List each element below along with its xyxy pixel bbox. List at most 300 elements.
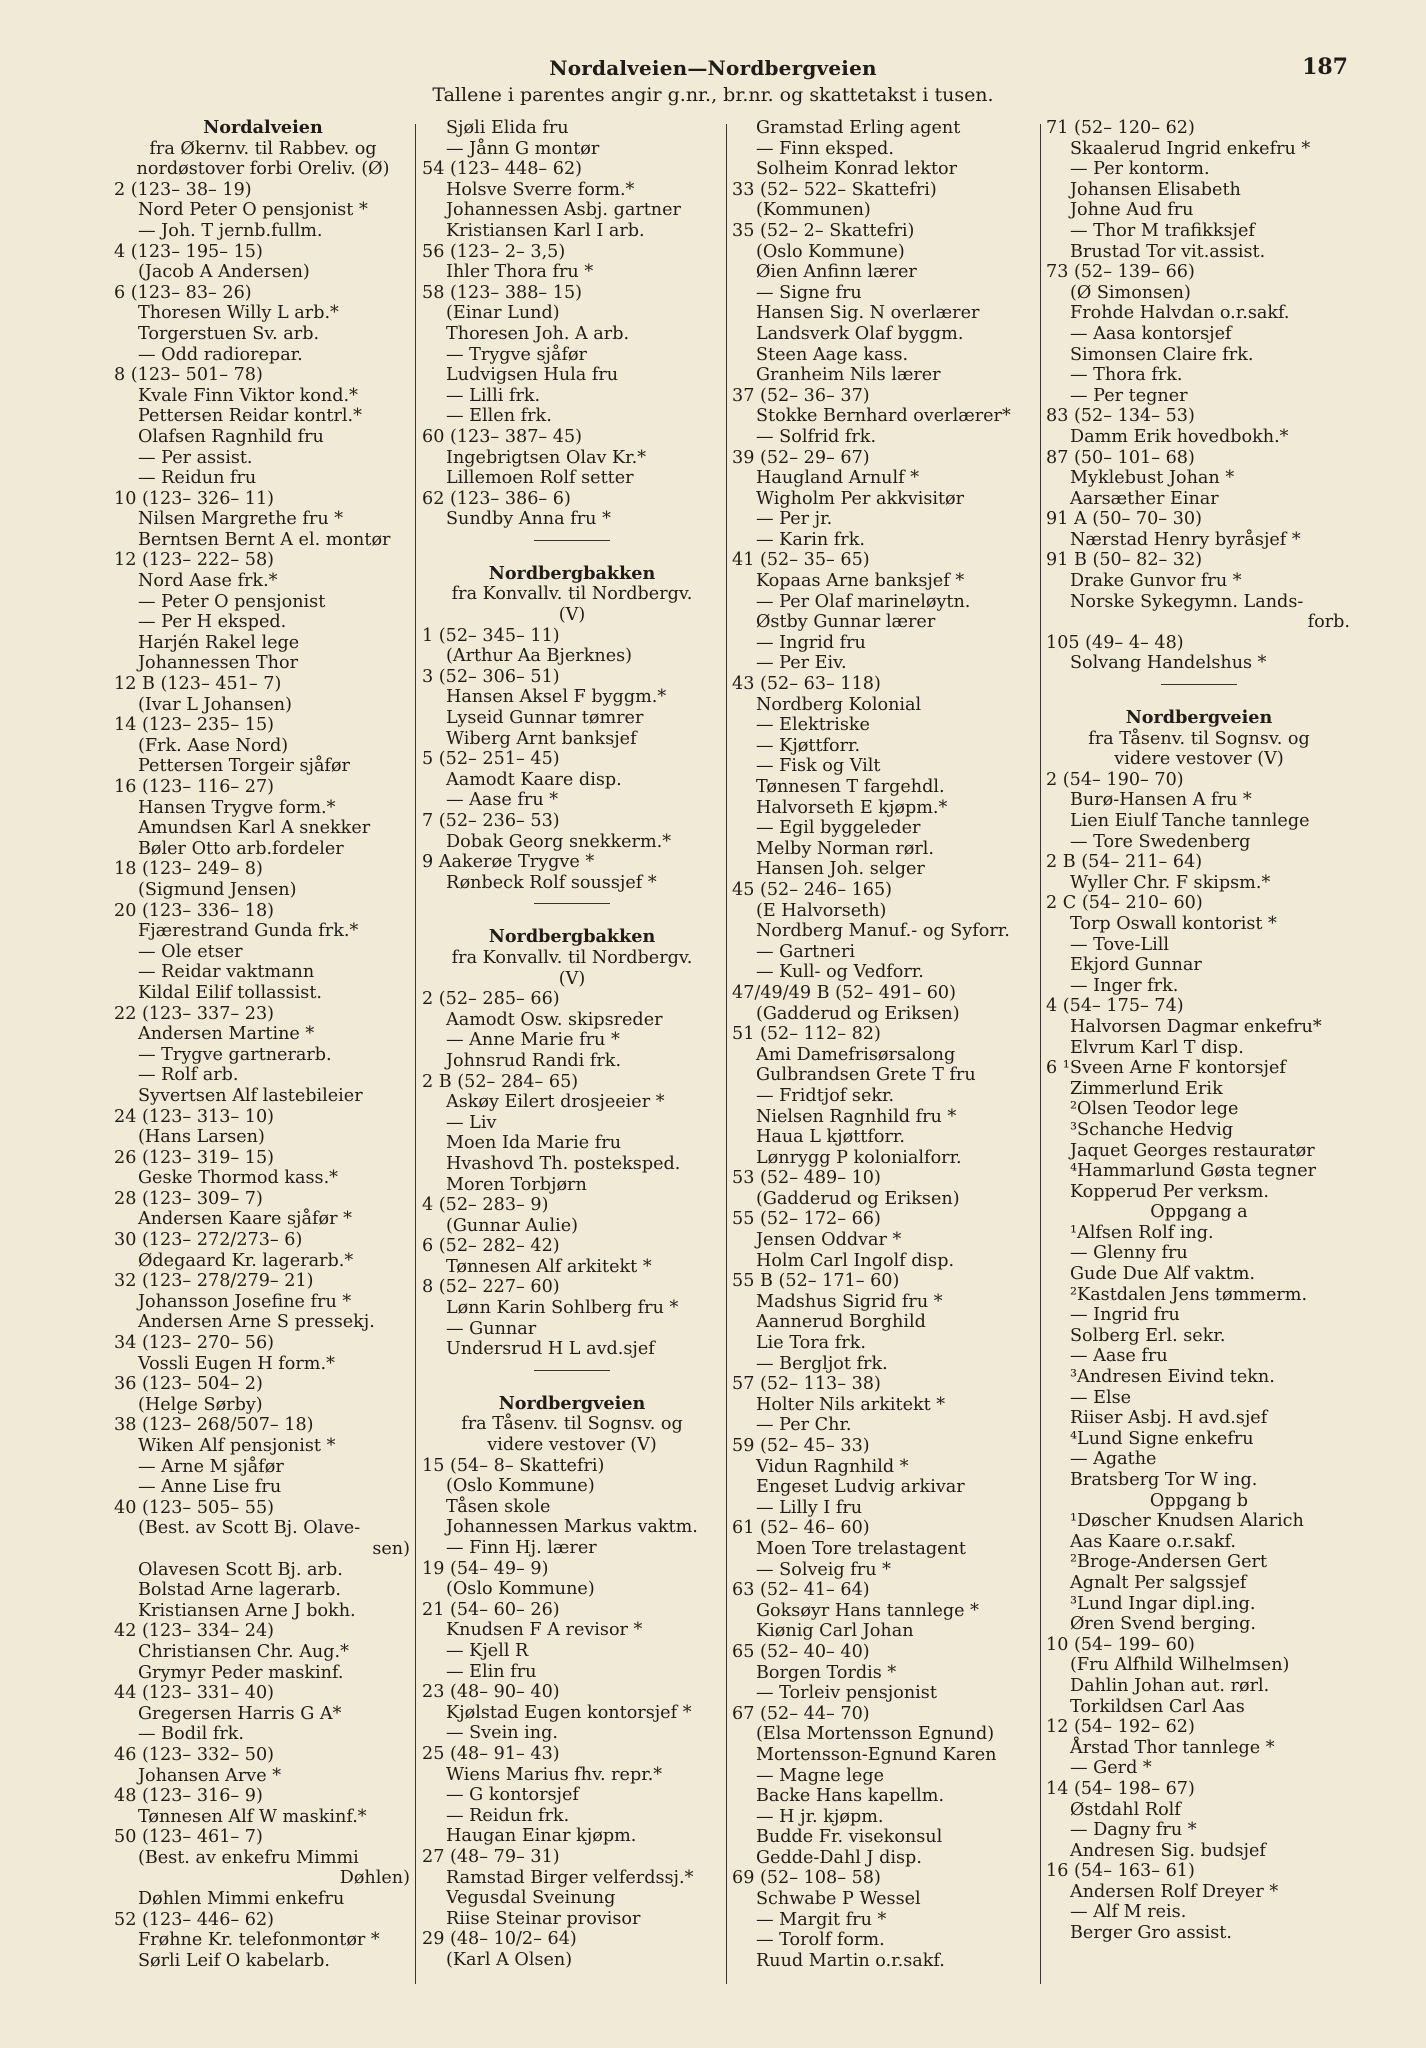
property-entry: 46 (123– 332– 50) bbox=[114, 1744, 275, 1765]
resident-entry: Østby Gunnar lærer bbox=[756, 612, 936, 633]
property-entry: 55 B (52– 171– 60) bbox=[732, 1271, 900, 1292]
resident-entry: — Kjøttforr. bbox=[756, 735, 861, 756]
resident-entry: — Per H eksped. bbox=[138, 612, 287, 633]
resident-entry: — Bodil frk. bbox=[138, 1724, 244, 1745]
property-entry: 67 (52– 44– 70) bbox=[732, 1703, 870, 1724]
property-entry: 8 (123– 501– 78) bbox=[114, 365, 263, 386]
resident-entry: Bratsberg Tor W ing. bbox=[1070, 1470, 1258, 1490]
street-heading: Nordalveien bbox=[203, 118, 323, 138]
property-entry: 33 (52– 522– Skattefri) bbox=[732, 179, 937, 200]
resident-entry: Jaquet Georges restauratør bbox=[1070, 1140, 1315, 1161]
property-entry: 28 (123– 309– 7) bbox=[114, 1188, 263, 1209]
resident-entry: Johansen Elisabeth bbox=[1070, 179, 1241, 200]
resident-entry: — Signe fru bbox=[756, 282, 862, 303]
resident-entry: — H jr. kjøpm. bbox=[756, 1806, 884, 1827]
property-entry: 37 (52– 36– 37) bbox=[732, 385, 870, 406]
resident-entry: Lønn Karin Sohlberg fru * bbox=[446, 1298, 679, 1319]
resident-entry: Wiens Marius fhv. repr.* bbox=[446, 1764, 663, 1785]
resident-entry: ⁴Lund Signe enkefru bbox=[1070, 1428, 1254, 1449]
property-entry: 25 (48– 91– 43) bbox=[422, 1743, 560, 1764]
resident-entry: Kildal Eilif tollassist. bbox=[138, 982, 322, 1003]
resident-entry: ¹Døscher Knudsen Alarich bbox=[1070, 1511, 1304, 1532]
resident-entry: — Joh. T jernb.fullm. bbox=[138, 220, 323, 241]
resident-entry: — Ingrid fru bbox=[1070, 1305, 1180, 1326]
resident-entry: — Torolf form. bbox=[756, 1930, 885, 1951]
property-entry: 12 (54– 192– 62) bbox=[1046, 1717, 1195, 1738]
property-entry: 18 (123– 249– 8) bbox=[114, 859, 263, 880]
column-3 bbox=[732, 118, 1038, 1971]
street-description: (V) bbox=[558, 968, 586, 989]
resident-entry: ³Schanche Hedvig bbox=[1070, 1119, 1234, 1140]
resident-entry: Årstad Thor tannlege * bbox=[1070, 1737, 1275, 1758]
street-description: videre vestover (V) bbox=[487, 1435, 657, 1456]
resident-entry: — Gerd * bbox=[1070, 1758, 1152, 1779]
resident-entry: — Thor M trafikksjef bbox=[1070, 220, 1255, 241]
resident-entry: Torgerstuen Sv. arb. bbox=[138, 323, 320, 344]
property-entry: 24 (123– 313– 10) bbox=[114, 1106, 275, 1127]
property-entry: 53 (52– 489– 10) bbox=[732, 1168, 881, 1189]
resident-entry: (Frk. Aase Nord) bbox=[138, 735, 289, 756]
resident-entry: Drake Gunvor fru * bbox=[1070, 571, 1242, 592]
property-entry: 30 (123– 272/273– 6) bbox=[114, 1230, 303, 1251]
property-entry: 5 (52– 251– 45) bbox=[422, 749, 560, 770]
resident-entry: Backe Hans kapellm. bbox=[756, 1786, 945, 1807]
column-4 bbox=[1046, 118, 1352, 1944]
resident-entry: Undersrud H L avd.sjef bbox=[446, 1339, 655, 1360]
resident-entry: Halvorsen Dagmar enkefru* bbox=[1070, 1016, 1322, 1037]
resident-entry: — Aase fru bbox=[1070, 1346, 1168, 1367]
resident-entry: — Peter O pensjonist bbox=[138, 591, 326, 612]
resident-entry: Frohde Halvdan o.r.sakf. bbox=[1070, 303, 1290, 324]
street-description: fra Konvallv. til Nordbergv. bbox=[451, 584, 693, 605]
property-entry: 50 (123– 461– 7) bbox=[114, 1827, 263, 1848]
resident-entry: — Gartneri bbox=[756, 941, 855, 962]
resident-entry: Goksøyr Hans tannlege * bbox=[756, 1600, 979, 1621]
resident-entry: — Inger frk. bbox=[1070, 975, 1179, 996]
resident-entry: ²Broge-Andersen Gert bbox=[1070, 1552, 1268, 1573]
resident-entry: Kopaas Arne banksjef * bbox=[756, 571, 965, 592]
resident-entry: Sørli Leif O kabelarb. bbox=[138, 1950, 330, 1971]
resident-entry: Halvorseth E kjøpm.* bbox=[756, 797, 948, 818]
resident-entry: Aas Kaare o.r.sakf. bbox=[1070, 1531, 1236, 1552]
resident-entry: — Per jr. bbox=[756, 509, 833, 530]
resident-entry: Jensen Oddvar * bbox=[756, 1230, 902, 1251]
resident-entry: Johansen Arve * bbox=[138, 1765, 282, 1786]
property-entry: 6 (123– 83– 26) bbox=[114, 282, 252, 303]
property-entry: 4 (54– 175– 74) bbox=[1046, 996, 1184, 1017]
resident-entry: — Lilli frk. bbox=[446, 385, 541, 406]
resident-entry: — Elin fru bbox=[446, 1661, 537, 1682]
resident-entry: — G kontorsjef bbox=[446, 1785, 579, 1806]
property-entry: 16 (123– 116– 27) bbox=[114, 777, 275, 797]
resident-entry: — Per Eiv. bbox=[756, 653, 847, 674]
page-number: 187 bbox=[1302, 54, 1348, 80]
property-entry: 7 (52– 236– 53) bbox=[422, 811, 560, 831]
resident-entry: Andersen Arne S pressekj. bbox=[138, 1312, 375, 1333]
resident-entry: Holsve Sverre form.* bbox=[446, 179, 635, 200]
resident-entry: Melby Norman rørl. bbox=[756, 838, 934, 859]
resident-entry: Dahlin Johan aut. rørl. bbox=[1070, 1675, 1270, 1696]
resident-entry: (Elsa Mortensson Egnund) bbox=[756, 1724, 995, 1745]
resident-entry: — Solfrid frk. bbox=[756, 426, 877, 447]
street-heading: Nordbergveien bbox=[1125, 707, 1273, 729]
property-entry: 8 (52– 227– 60) bbox=[422, 1277, 560, 1298]
resident-entry: Brustad Tor vit.assist. bbox=[1070, 241, 1266, 262]
resident-entry: Haua L kjøttforr. bbox=[756, 1127, 905, 1148]
property-entry: 57 (52– 113– 38) bbox=[732, 1374, 881, 1395]
section-separator bbox=[1046, 674, 1352, 696]
resident-entry: — Margit fru * bbox=[756, 1909, 887, 1930]
resident-entry: Andersen Kaare sjåfør * bbox=[138, 1209, 352, 1230]
resident-entry: (Einar Lund) bbox=[446, 303, 560, 324]
resident-entry: Wiberg Arnt banksjef bbox=[446, 728, 637, 749]
resident-entry: Torkildsen Carl Aas bbox=[1070, 1696, 1245, 1717]
resident-entry: (Oslo Kommune) bbox=[446, 1579, 595, 1600]
resident-entry: Gregersen Harris G A* bbox=[138, 1703, 342, 1724]
resident-entry: Aamodt Osw. skipsreder bbox=[446, 1009, 663, 1030]
street-description: (V) bbox=[558, 605, 586, 626]
resident-entry: Pettersen Torgeir sjåfør bbox=[138, 756, 350, 777]
property-entry: 91 A (50– 70– 30) bbox=[1046, 509, 1202, 530]
column-divider bbox=[726, 124, 727, 1984]
resident-entry: (Gadderud og Eriksen) bbox=[756, 1188, 960, 1209]
resident-entry: — Reidun fru bbox=[138, 468, 257, 489]
resident-entry: — Per tegner bbox=[1070, 385, 1188, 406]
resident-entry: Nordberg Kolonial bbox=[756, 694, 922, 715]
resident-entry: Andresen Sig. budsjef bbox=[1070, 1840, 1266, 1861]
resident-entry: — Per assist. bbox=[138, 447, 253, 468]
resident-entry: Dobak Georg snekkerm.* bbox=[446, 831, 672, 852]
property-entry: 63 (52– 41– 64) bbox=[732, 1580, 870, 1601]
property-entry: 6 (52– 282– 42) bbox=[422, 1236, 560, 1257]
resident-entry: Moren Torbjørn bbox=[446, 1174, 587, 1195]
resident-entry: Damm Erik hovedbokh.* bbox=[1070, 426, 1289, 447]
resident-entry: Nord Peter O pensjonist * bbox=[138, 200, 368, 221]
resident-entry: — Aase fru * bbox=[446, 790, 559, 811]
property-entry: 10 (54– 199– 60) bbox=[1046, 1634, 1195, 1655]
resident-entry: — Torleiv pensjonist bbox=[756, 1683, 937, 1704]
property-entry: 59 (52– 45– 33) bbox=[732, 1436, 870, 1456]
resident-entry: Øren Svend berging. bbox=[1070, 1614, 1256, 1635]
resident-entry: — Ole etser bbox=[138, 941, 243, 962]
property-entry: 36 (123– 504– 2) bbox=[114, 1374, 263, 1395]
resident-entry: — Ellen frk. bbox=[446, 406, 552, 427]
resident-entry: (Sigmund Jensen) bbox=[138, 879, 297, 900]
resident-entry: Grymyr Peder maskinf. bbox=[138, 1662, 344, 1683]
street-description: nordøstover forbi Oreliv. (Ø) bbox=[136, 159, 390, 180]
resident-entry: Andersen Martine * bbox=[138, 1024, 315, 1045]
section-separator bbox=[422, 530, 722, 552]
resident-entry: Solheim Konrad lektor bbox=[756, 159, 958, 180]
resident-entry: Johnsrud Randi frk. bbox=[446, 1050, 622, 1071]
resident-entry: — Tove-Lill bbox=[1070, 934, 1170, 955]
resident-entry: Vidun Ragnhild * bbox=[756, 1456, 909, 1477]
resident-entry: Berger Gro assist. bbox=[1070, 1923, 1232, 1944]
street-description: videre vestover (V) bbox=[1114, 749, 1284, 770]
resident-entry: Rønbeck Rolf soussjef * bbox=[446, 872, 657, 893]
resident-entry: (Helge Sørby) bbox=[138, 1394, 263, 1415]
property-entry: 44 (123– 331– 40) bbox=[114, 1683, 275, 1704]
street-description: fra Tåsenv. til Sognsv. og bbox=[461, 1414, 683, 1435]
property-entry: 43 (52– 63– 118) bbox=[732, 674, 881, 695]
resident-entry: Wigholm Per akkvisitør bbox=[756, 488, 965, 509]
resident-entry: Ami Damefrisørsalong bbox=[756, 1044, 956, 1065]
page-subtitle: Tallene i parentes angir g.nr., br.nr. og skattetakst i tusen. bbox=[432, 84, 994, 106]
resident-entry: (Gunnar Aulie) bbox=[446, 1215, 578, 1236]
resident-entry: ³Lund Ingar dipl.ing. bbox=[1070, 1593, 1256, 1614]
resident-entry: Nærstad Henry byråsjef * bbox=[1070, 529, 1301, 550]
property-entry: 27 (48– 79– 31) bbox=[422, 1846, 560, 1867]
property-entry: 6 ¹Sveen Arne F kontorsjef bbox=[1046, 1058, 1286, 1079]
resident-entry: Knudsen F A revisor * bbox=[446, 1620, 643, 1641]
resident-entry: ¹Alfsen Rolf ing. bbox=[1070, 1222, 1214, 1243]
property-entry: 65 (52– 40– 40) bbox=[732, 1641, 870, 1662]
resident-entry: Lie Tora frk. bbox=[756, 1333, 866, 1354]
resident-entry: Simonsen Claire frk. bbox=[1070, 344, 1254, 365]
resident-entry: — Jånn G montør bbox=[446, 138, 600, 159]
property-entry: 14 (123– 235– 15) bbox=[114, 715, 275, 736]
property-entry: 21 (54– 60– 26) bbox=[422, 1599, 560, 1620]
property-entry: 60 (123– 387– 45) bbox=[422, 426, 583, 447]
resident-entry: — Bergljot frk. bbox=[756, 1353, 888, 1374]
column-2 bbox=[422, 118, 722, 1970]
resident-entry: Geske Thormod kass.* bbox=[138, 1168, 338, 1189]
property-entry: 12 (123– 222– 58) bbox=[114, 550, 275, 571]
resident-entry: Solvang Handelshus * bbox=[1070, 653, 1267, 674]
resident-entry: Wyller Chr. F skipsm.* bbox=[1070, 872, 1271, 893]
property-entry: 14 (54– 198– 67) bbox=[1046, 1778, 1195, 1799]
resident-entry: Myklebust Johan * bbox=[1070, 468, 1235, 489]
resident-entry: Solberg Erl. sekr. bbox=[1070, 1325, 1226, 1346]
resident-entry: Torp Oswall kontorist * bbox=[1070, 913, 1277, 934]
resident-entry: — Aasa kontorsjef bbox=[1070, 323, 1232, 344]
property-entry: 29 (48– 10/2– 64) bbox=[422, 1929, 577, 1950]
resident-entry: Døhlen Mimmi enkefru bbox=[138, 1889, 345, 1910]
property-entry: 19 (54– 49– 9) bbox=[422, 1558, 549, 1579]
resident-entry: Sjøli Elida fru bbox=[446, 118, 569, 138]
property-entry: 1 (52– 345– 11) bbox=[422, 625, 560, 646]
street-heading: Nordbergbakken bbox=[488, 562, 656, 584]
resident-entry: Budde Fr. visekonsul bbox=[756, 1827, 943, 1848]
resident-entry: Askøy Eilert drosjeeier * bbox=[446, 1092, 665, 1113]
resident-entry: Moen Ida Marie fru bbox=[446, 1133, 622, 1154]
resident-entry: Olafsen Ragnhild fru bbox=[138, 426, 324, 447]
resident-entry: Østdahl Rolf bbox=[1070, 1799, 1181, 1820]
continuation-line: Døhlen) bbox=[339, 1868, 410, 1889]
resident-entry: Haugan Einar kjøpm. bbox=[446, 1826, 637, 1847]
resident-entry: Holm Carl Ingolf disp. bbox=[756, 1250, 955, 1271]
property-entry: 35 (52– 2– Skattefri) bbox=[732, 220, 915, 241]
property-entry: 41 (52– 35– 65) bbox=[732, 550, 870, 571]
resident-entry: Lien Eiulf Tanche tannlege bbox=[1070, 811, 1310, 831]
property-entry: 12 B (123– 451– 7) bbox=[114, 674, 282, 695]
property-entry: 4 (123– 195– 15) bbox=[114, 241, 263, 262]
property-entry: 91 B (50– 82– 32) bbox=[1046, 550, 1203, 571]
resident-entry: Kvale Finn Viktor kond.* bbox=[138, 385, 358, 406]
resident-entry: — Liv bbox=[446, 1112, 497, 1133]
resident-entry: Agnalt Per salgssjef bbox=[1070, 1572, 1247, 1593]
property-entry: 15 (54– 8– Skattefri) bbox=[422, 1455, 605, 1476]
resident-entry: — Anne Lise fru bbox=[138, 1477, 282, 1498]
resident-entry: Ødegaard Kr. lagerarb.* bbox=[138, 1250, 354, 1271]
resident-entry: Sundby Anna fru * bbox=[446, 509, 611, 530]
resident-entry: (Ivar L Johansen) bbox=[138, 694, 292, 715]
resident-entry: Kjølstad Eugen kontorsjef * bbox=[446, 1702, 692, 1723]
resident-entry: Nilsen Margrethe fru * bbox=[138, 509, 344, 530]
property-entry: 48 (123– 316– 9) bbox=[114, 1786, 263, 1807]
resident-entry: Ludvigsen Hula fru bbox=[446, 365, 619, 386]
resident-entry: Holter Nils arkitekt * bbox=[756, 1394, 946, 1415]
property-entry: 54 (123– 448– 62) bbox=[422, 159, 583, 180]
resident-entry: — Elektriske bbox=[756, 715, 870, 736]
resident-entry: — Reidar vaktmann bbox=[138, 962, 315, 983]
page-title: Nordalveien—Nordbergveien bbox=[549, 56, 877, 80]
resident-entry: (Hans Larsen) bbox=[138, 1127, 265, 1148]
property-entry: 73 (52– 139– 66) bbox=[1046, 262, 1195, 283]
resident-entry: Haugland Arnulf * bbox=[756, 468, 920, 489]
resident-entry: Frøhne Kr. telefonmontør * bbox=[138, 1930, 380, 1951]
property-entry: 61 (52– 46– 60) bbox=[732, 1518, 870, 1539]
resident-entry: Gude Due Alf vaktm. bbox=[1070, 1264, 1255, 1285]
resident-entry: Schwabe P Wessel bbox=[756, 1889, 921, 1910]
resident-entry: Granheim Nils lærer bbox=[756, 365, 941, 386]
resident-entry: Andersen Rolf Dreyer * bbox=[1070, 1881, 1279, 1902]
resident-entry: Lyseid Gunnar tømrer bbox=[446, 708, 644, 729]
property-entry: 3 (52– 306– 51) bbox=[422, 666, 560, 687]
resident-entry: (Gadderud og Eriksen) bbox=[756, 1003, 960, 1024]
resident-entry: Gramstad Erling agent bbox=[756, 118, 961, 138]
resident-entry: — Else bbox=[1070, 1387, 1132, 1408]
resident-entry: Vegusdal Sveinung bbox=[446, 1888, 616, 1909]
section-separator bbox=[422, 893, 722, 915]
resident-entry: Elvrum Karl T disp. bbox=[1070, 1037, 1244, 1058]
property-entry: 105 (49– 4– 48) bbox=[1046, 632, 1184, 653]
property-entry: 2 B (52– 284– 65) bbox=[422, 1071, 579, 1092]
resident-entry: Ingebrigtsen Olav Kr.* bbox=[446, 447, 647, 468]
resident-entry: Hansen Trygve form.* bbox=[138, 797, 336, 818]
resident-entry: Bolstad Arne lagerarb. bbox=[138, 1580, 341, 1601]
property-entry: 2 B (54– 211– 64) bbox=[1046, 852, 1203, 873]
resident-entry: — Per Chr. bbox=[756, 1415, 852, 1436]
resident-entry: (Best. av enkefru Mimmi bbox=[138, 1847, 359, 1868]
property-entry: 40 (123– 505– 55) bbox=[114, 1497, 275, 1518]
resident-entry: Wiken Alf pensjonist * bbox=[138, 1436, 336, 1456]
property-entry: 9 Aakerøe Trygve * bbox=[422, 852, 595, 873]
property-entry: 26 (123– 319– 15) bbox=[114, 1147, 275, 1168]
resident-entry: Norske Sykegymn. Lands- bbox=[1070, 591, 1304, 612]
resident-entry: Aamodt Kaare disp. bbox=[446, 769, 622, 790]
resident-entry: Madshus Sigrid fru * bbox=[756, 1291, 943, 1312]
resident-entry: Nord Aase frk.* bbox=[138, 571, 278, 592]
column-1 bbox=[114, 118, 412, 1971]
property-entry: 56 (123– 2– 3,5) bbox=[422, 241, 566, 262]
street-heading: Nordbergveien bbox=[498, 1392, 646, 1414]
resident-entry: — Karin frk. bbox=[756, 529, 865, 550]
resident-entry: Johannessen Thor bbox=[138, 653, 299, 674]
resident-entry: (Karl A Olsen) bbox=[446, 1949, 573, 1970]
property-entry: 38 (123– 268/507– 18) bbox=[114, 1415, 314, 1436]
resident-entry: Landsverk Olaf byggm. bbox=[756, 323, 964, 344]
resident-entry: Aarsæther Einar bbox=[1070, 488, 1219, 509]
resident-entry: — Dagny fru * bbox=[1070, 1820, 1197, 1841]
resident-entry: ²Olsen Teodor lege bbox=[1070, 1099, 1239, 1120]
resident-entry: — Kull- og Vedforr. bbox=[756, 962, 924, 983]
resident-entry: (Kommunen) bbox=[756, 200, 871, 221]
resident-entry: Ramstad Birger velferdssj.* bbox=[446, 1867, 694, 1888]
street-description: fra Økernv. til Rabbev. og bbox=[149, 138, 377, 159]
section-separator bbox=[422, 1360, 722, 1382]
resident-entry: Johannessen Markus vaktm. bbox=[446, 1517, 698, 1538]
property-entry: 4 (52– 283– 9) bbox=[422, 1195, 549, 1216]
resident-entry: Tåsen skole bbox=[446, 1496, 551, 1517]
resident-entry: Hvashovd Th. posteksped. bbox=[446, 1153, 681, 1174]
column-divider bbox=[415, 124, 416, 1984]
resident-entry: Kristiansen Karl I arb. bbox=[446, 220, 645, 241]
resident-entry: Tønnesen Alf W maskinf.* bbox=[138, 1806, 367, 1827]
property-entry: 52 (123– 446– 62) bbox=[114, 1909, 275, 1930]
resident-entry: — Thora frk. bbox=[1070, 365, 1183, 386]
resident-entry: Burø-Hansen A fru * bbox=[1070, 790, 1252, 811]
resident-entry: Hansen Joh. selger bbox=[756, 859, 925, 880]
resident-entry: Christiansen Chr. Aug.* bbox=[138, 1641, 349, 1662]
resident-entry: ³Andresen Eivind tekn. bbox=[1070, 1367, 1275, 1388]
resident-entry: Gedde-Dahl J disp. bbox=[756, 1847, 922, 1868]
resident-entry: — Gunnar bbox=[446, 1318, 537, 1339]
resident-entry: (Fru Alfhild Wilhelmsen) bbox=[1070, 1655, 1290, 1676]
resident-entry: — Arne M sjåfør bbox=[138, 1456, 284, 1477]
resident-entry: Kiønig Carl Johan bbox=[756, 1621, 914, 1642]
property-entry: 83 (52– 134– 53) bbox=[1046, 406, 1195, 427]
resident-entry: Stokke Bernhard overlærer* bbox=[756, 406, 1011, 427]
continuation-line: forb. bbox=[1307, 612, 1350, 633]
resident-entry: Harjén Rakel lege bbox=[138, 632, 300, 653]
resident-entry: Berntsen Bernt A el. montør bbox=[138, 529, 391, 550]
resident-entry: Hansen Aksel F byggm.* bbox=[446, 687, 667, 708]
resident-entry: Olavesen Scott Bj. arb. bbox=[138, 1559, 343, 1580]
property-entry: 51 (52– 112– 82) bbox=[732, 1024, 881, 1045]
resident-entry: Skaalerud Ingrid enkefru * bbox=[1070, 138, 1311, 159]
street-description: fra Tåsenv. til Sognsv. og bbox=[1088, 728, 1310, 749]
resident-entry: — Finn eksped. bbox=[756, 138, 894, 159]
resident-entry: Tønnesen Alf arkitekt * bbox=[446, 1256, 652, 1277]
property-entry: 2 C (54– 210– 60) bbox=[1046, 893, 1203, 914]
resident-entry: Kopperud Per verksm. bbox=[1070, 1181, 1269, 1202]
resident-entry: ²Kastdalen Jens tømmerm. bbox=[1070, 1284, 1308, 1305]
resident-entry: Mortensson-Egnund Karen bbox=[756, 1744, 997, 1765]
resident-entry: — Kjell R bbox=[446, 1640, 529, 1661]
resident-entry: Amundsen Karl A snekker bbox=[138, 818, 371, 839]
resident-entry: (Oslo Kommune) bbox=[756, 241, 905, 262]
property-entry: 58 (123– 388– 15) bbox=[422, 282, 583, 303]
resident-entry: — Fridtjof sekr. bbox=[756, 1085, 895, 1106]
property-entry: 47/49/49 B (52– 491– 60) bbox=[732, 982, 956, 1003]
resident-entry: — Lilly I fru bbox=[756, 1497, 863, 1518]
resident-entry: — Ingrid fru bbox=[756, 632, 866, 653]
property-entry: 45 (52– 246– 165) bbox=[732, 879, 893, 900]
continuation-line: sen) bbox=[372, 1538, 410, 1559]
resident-entry: — Trygve gartnerarb. bbox=[138, 1044, 332, 1065]
resident-entry: Kristiansen Arne J bokh. bbox=[138, 1600, 356, 1621]
resident-entry: Lillemoen Rolf setter bbox=[446, 468, 634, 489]
resident-entry: Fjærestrand Gunda frk.* bbox=[138, 921, 359, 942]
resident-entry: — Trygve sjåfør bbox=[446, 344, 587, 365]
resident-entry: (E Halvorseth) bbox=[756, 900, 887, 921]
resident-entry: ⁴Hammarlund Gøsta tegner bbox=[1070, 1161, 1317, 1182]
property-entry: 2 (54– 190– 70) bbox=[1046, 769, 1184, 790]
street-description: Oppgang a bbox=[1150, 1202, 1248, 1223]
resident-entry: — Per kontorm. bbox=[1070, 159, 1210, 180]
resident-entry: — Tore Swedenberg bbox=[1070, 831, 1251, 852]
